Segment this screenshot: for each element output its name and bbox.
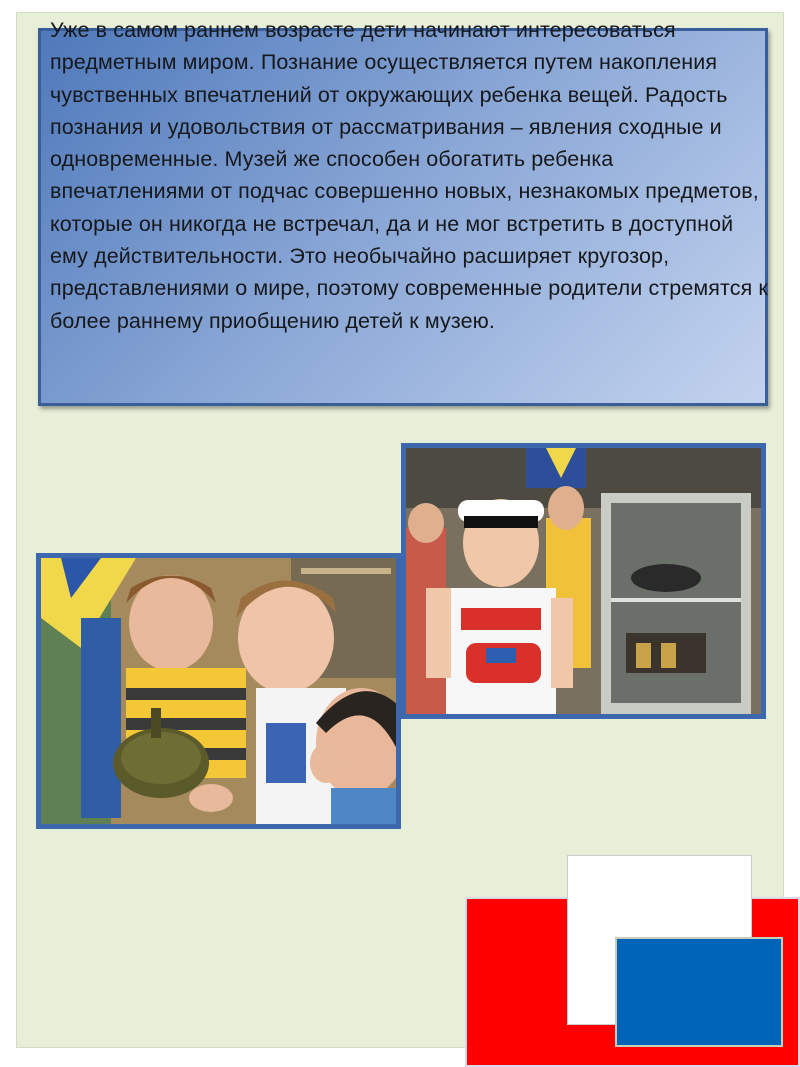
photo-2-illustration: [406, 448, 761, 714]
photo-1-illustration: [41, 558, 396, 824]
photo-boy-in-sailor-cap: [401, 443, 766, 719]
flag-blue-block: [615, 937, 783, 1047]
photo-children-with-canteen: [36, 553, 401, 829]
intro-paragraph: Уже в самом раннем возрасте дети начинают интересоваться предметным миром. Познание осуществляется путем накопления чувственных впечатлений от окружающих ребенка вещей. Радость познания и удовольствия от рассматривания – явления сходные и одновременные. Музей же способен обогатить ребенка впечатлениями от подчас совершенно новых, незнакомых предметов, которые он никогда не встречал, да и не мог встретить в доступной ему действительности. Это необычайно расширяет кругозор, представлениями о мире, поэтому современные родители стремятся к более раннему приобщению детей к музею.: [50, 18, 768, 333]
